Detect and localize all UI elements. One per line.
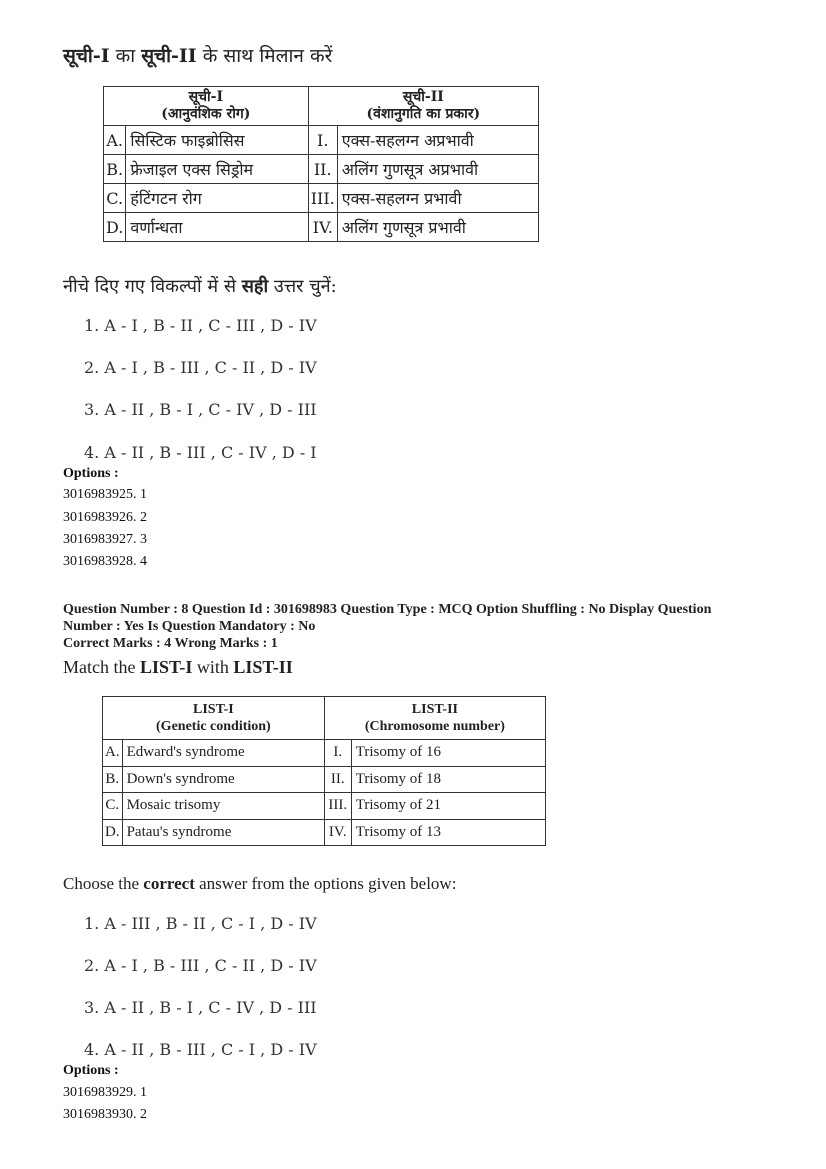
option-id: 3016983929. 1: [63, 1085, 147, 1100]
row-type: अलिंग गुणसूत्र अप्रभावी: [337, 155, 538, 184]
row-condition: हंटिंगटन रोग: [126, 184, 308, 213]
hindi-match-table: [103, 86, 539, 242]
table-row: [103, 740, 546, 767]
q8-choice-3: 3. A - II , B - I , C - IV , D - III: [84, 998, 317, 1017]
list-2-header: सूची-II (वंशानुगति का प्रकार): [308, 87, 538, 126]
row-condition: वर्णान्धता: [126, 213, 308, 242]
list-1-header: सूची-I (आनुवंशिक रोग): [104, 87, 309, 126]
q8-choice-4: 4. A - II , B - III , C - I , D - IV: [84, 1040, 317, 1059]
row-roman: II.: [324, 766, 351, 793]
row-type: अलिंग गुणसूत्र प्रभावी: [337, 213, 538, 242]
q8-choice-1: 1. A - III , B - II , C - I , D - IV: [84, 914, 317, 933]
list-2-header: LIST-II (Chromosome number): [324, 697, 545, 740]
row-roman: IV.: [324, 819, 351, 846]
q8-choice-2: 2. A - I , B - III , C - II , D - IV: [84, 956, 317, 975]
english-match-table: [102, 696, 546, 846]
row-letter: C.: [103, 793, 123, 820]
row-letter: A.: [103, 740, 123, 767]
table-row: [103, 819, 546, 846]
row-condition: Mosaic trisomy: [122, 793, 324, 820]
row-roman: III.: [308, 184, 337, 213]
table-header-row: [103, 697, 546, 740]
option-id: 3016983928. 4: [63, 554, 147, 569]
hindi-choice-4: 4. A - II , B - III , C - IV , D - I: [84, 443, 317, 462]
row-condition: Down's syndrome: [122, 766, 324, 793]
option-id: 3016983930. 2: [63, 1107, 147, 1122]
row-letter: D.: [103, 819, 123, 846]
row-chromosome: Trisomy of 16: [351, 740, 545, 767]
row-condition: फ्रेजाइल एक्स सिड्रोम: [126, 155, 308, 184]
question-8-prompt: Choose the correct answer from the options given below:: [63, 874, 457, 893]
row-chromosome: Trisomy of 18: [351, 766, 545, 793]
row-roman: I.: [324, 740, 351, 767]
hindi-choice-1: 1. A - I , B - II , C - III , D - IV: [84, 316, 317, 335]
table-row: [104, 126, 539, 155]
options-label: Options :: [63, 466, 119, 481]
row-chromosome: Trisomy of 21: [351, 793, 545, 820]
hindi-prompt: नीचे दिए गए विकल्पों में से सही उत्तर चुनें:: [63, 276, 337, 297]
row-letter: D.: [104, 213, 126, 242]
options-label: Options :: [63, 1063, 119, 1078]
row-letter: B.: [103, 766, 123, 793]
hindi-question-title: सूची-I का सूची-II के साथ मिलान करें: [63, 45, 333, 67]
row-type: एक्स-सहलग्न प्रभावी: [337, 184, 538, 213]
row-letter: C.: [104, 184, 126, 213]
row-type: एक्स-सहलग्न अप्रभावी: [337, 126, 538, 155]
row-roman: II.: [308, 155, 337, 184]
row-condition: सिस्टिक फाइब्रोसिस: [126, 126, 308, 155]
row-letter: B.: [104, 155, 126, 184]
list-1-header: LIST-I (Genetic condition): [103, 697, 325, 740]
row-roman: I.: [308, 126, 337, 155]
hindi-choice-3: 3. A - II , B - I , C - IV , D - III: [84, 400, 317, 419]
row-condition: Edward's syndrome: [122, 740, 324, 767]
question-8-title: Match the LIST-I with LIST-II: [63, 657, 293, 677]
option-id: 3016983926. 2: [63, 510, 147, 525]
table-row: [104, 184, 539, 213]
row-condition: Patau's syndrome: [122, 819, 324, 846]
table-row: [104, 213, 539, 242]
question-8-meta: Question Number : 8 Question Id : 301698983 Question Type : MCQ Option Shuffling : No Display Question Number : Yes Is Question Mandatory : No Correct Marks : 4 Wrong Marks : 1: [63, 602, 712, 651]
table-row: [103, 766, 546, 793]
option-id: 3016983927. 3: [63, 532, 147, 547]
option-id: 3016983925. 1: [63, 487, 147, 502]
row-chromosome: Trisomy of 13: [351, 819, 545, 846]
row-letter: A.: [104, 126, 126, 155]
table-row: [104, 155, 539, 184]
hindi-choice-2: 2. A - I , B - III , C - II , D - IV: [84, 358, 317, 377]
table-header-row: [104, 87, 539, 126]
table-row: [103, 793, 546, 820]
row-roman: IV.: [308, 213, 337, 242]
row-roman: III.: [324, 793, 351, 820]
